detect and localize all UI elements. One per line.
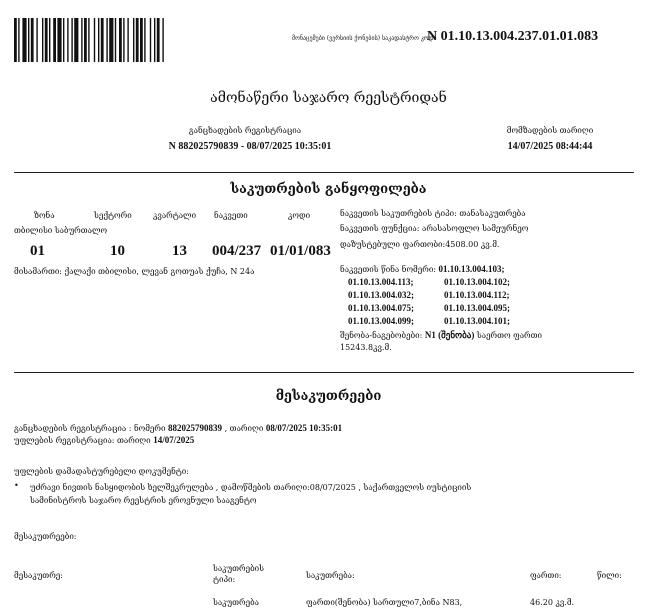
code-header-quarter: კვარტალი [153,211,197,220]
buildings-label: შენობა-ნაგებობები: [340,331,423,340]
row-ownership-type: საკუთრება [213,598,259,607]
previous-numbers-line-2b [444,277,510,287]
buildings-line [340,330,542,341]
previous-numbers-line-5b [444,316,510,326]
previous-numbers-line-3 [348,290,414,300]
code-header-zone: ზონა [34,211,55,220]
preparation-value: 14/07/2025 08:44:44 [507,141,593,152]
declared-area: დაზუსტებული ფართობი:4508.00 კვ.მ. [340,240,500,249]
code-header-code: კოდი [288,211,311,220]
bullet-icon: • [14,481,19,490]
basis-label: უფლების დამადასტურებელი დოკუმენტი: [14,467,189,476]
table-header-owner: მესაკუთრე: [14,571,63,580]
previous-numbers-line-4 [348,303,414,313]
buildings-value: N1 (შენობა) [424,330,475,340]
previous-number: 01.10.13.004.112; [444,290,510,300]
table-header-area: ფართი: [530,571,562,580]
previous-numbers-label: ნაკვეთის წინა ნომერი: [340,265,436,274]
owners-registration-date-label: , თარიღი [224,424,264,433]
registration-value: N 882025790839 - 08/07/2025 10:35:01 [168,141,332,152]
basis-text-2: სამინისტროს საჯარო რეესტრის ეროვნული სააგენტო [30,496,257,505]
registration-label: განცხადების რეგისტრაცია [188,126,302,135]
divider [14,172,634,173]
row-area: 46.20 კვ.მ. [530,598,575,607]
address: მისამართი: ქალაქი თბილისი, ლევან გოთუას ქუჩა, N 24ა [14,267,255,276]
right-registration-label: უფლების რეგისტრაცია: თარიღი [14,436,151,445]
owners-registration-line [14,423,342,433]
code-sector: 10 [110,243,125,259]
code-building: 01/01/083 [270,243,331,259]
owners-registration-label: განცხადების რეგისტრაცია : ნომერი [14,424,166,433]
buildings-suffix: საერთო ფართი [476,331,542,340]
owners-label: მესაკუთრეები: [14,532,77,541]
code-parcel: 004/237 [212,243,262,259]
barcode-caption: მონაცემები (ვერსიის ქონების) საკადასტრო კოდი [292,35,437,42]
barcode-image [14,18,236,62]
document-number: N 01.10.13.004.237.01.01.083 [427,29,599,44]
previous-number: 01.10.13.004.095; [444,303,510,313]
row-property: ფართი(შენობა) სართული7,ბინა N83, [306,598,463,607]
previous-number: 01.10.13.004.103; [438,264,505,274]
previous-number: 01.10.13.004.101; [444,316,510,326]
previous-numbers-line-5 [348,316,414,326]
unit-label: თბილისი საბურთალო [14,226,108,235]
previous-numbers-line-4b [444,303,510,313]
previous-number: 01.10.13.004.032; [348,290,414,300]
previous-number: 01.10.13.004.075; [348,303,414,313]
previous-numbers-line-2 [348,277,414,287]
previous-number: 01.10.13.004.102; [444,277,510,287]
divider [14,372,634,373]
table-header-share: წილი: [597,571,622,580]
owners-registration-number: 882025790839 [168,423,223,433]
basis-text-1: უძრავი ნივთის ნასყიდობის ხელშეკრულება , დამოწმების თარიღი:08/07/2025 , საქართველოს იუსტიციის [30,483,472,492]
right-registration-line [14,435,194,445]
buildings-area: 15243.8კვ.მ. [340,343,392,352]
previous-number: 01.10.13.004.113; [348,277,414,287]
previous-numbers-line-3b [444,290,510,300]
preparation-label: მომზადების თარიღი [506,126,594,135]
code-zone: 01 [30,243,45,259]
code-header-parcel: ნაკვეთი [214,211,248,220]
owners-registration-date: 08/07/2025 10:35:01 [265,423,343,433]
right-registration-date: 14/07/2025 [153,435,195,445]
table-header-ownership-type: საკუთრების ტიპი: [213,564,264,584]
table-header-property: საკუთრება: [306,571,355,580]
document-title: ამონაწერი საჯარო რეესტრიდან [210,90,447,106]
owners-section-title: მესაკუთრეები [275,389,382,404]
code-header-sector: სექტორი [94,211,132,220]
parcel-function: ნაკვეთის ფუნქცია: არასასოფლო სამეურნეო [340,224,529,233]
previous-numbers-line-1 [340,264,505,274]
previous-number: 01.10.13.004.099; [348,316,414,326]
parcel-type: ნაკვეთის საკუთრების ტიპი: თანასაკუთრება [340,209,526,218]
property-section-title: საკუთრების განყოფილება [230,182,427,197]
code-quarter: 13 [172,243,187,259]
